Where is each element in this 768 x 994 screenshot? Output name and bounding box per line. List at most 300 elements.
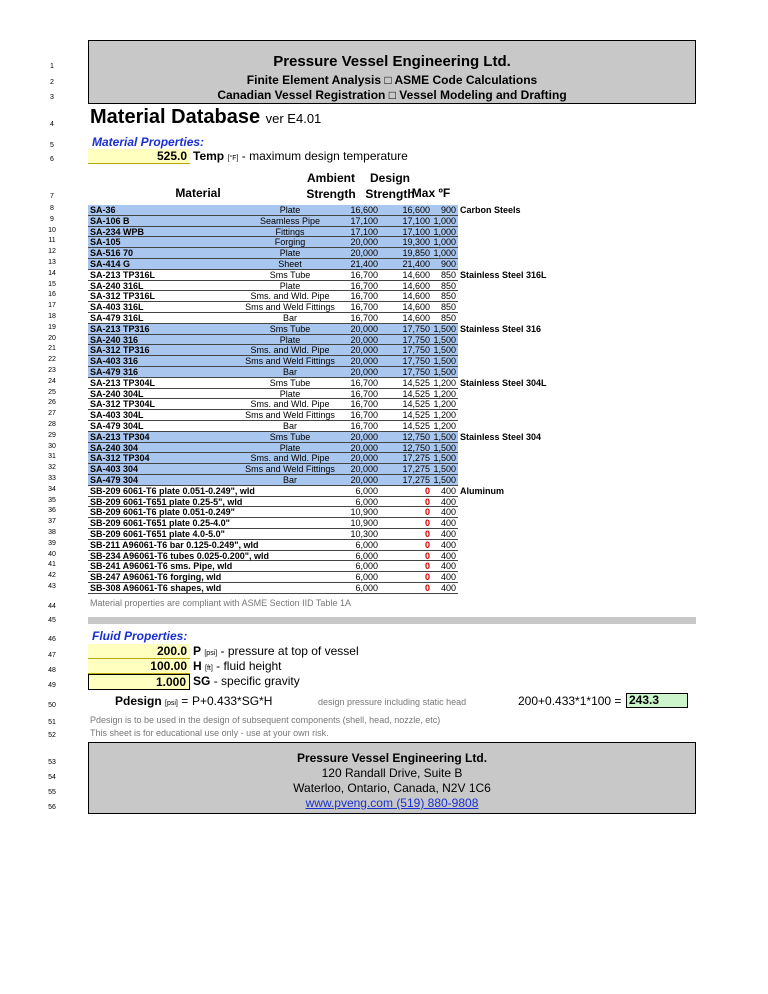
design-strength-cell: 14,600: [402, 291, 430, 302]
ambient-strength-cell: 20,000: [350, 475, 378, 485]
design-strength-cell: 14,600: [402, 302, 430, 313]
group-label: Stainless Steel 304: [460, 431, 542, 442]
design-strength-cell: 17,275: [402, 453, 430, 464]
max-temp-cell: 400: [440, 485, 456, 496]
design-strength-cell: 14,525: [402, 410, 430, 421]
row-number: 47: [48, 652, 56, 659]
material-cell: SA-403 304L: [90, 410, 144, 421]
material-cell: SA-240 316L: [90, 280, 144, 291]
max-temp-cell: 400: [440, 529, 456, 539]
max-temp-cell: 400: [440, 496, 456, 507]
row-number: 49: [48, 682, 56, 689]
ambient-strength-cell: 6,000: [355, 561, 378, 572]
ambient-strength-cell: 6,000: [355, 496, 378, 507]
row-number: 46: [48, 636, 56, 643]
group-label: Stainless Steel 316L: [460, 269, 547, 280]
table-row[interactable]: [88, 410, 458, 421]
max-temp-cell: 1,500: [433, 475, 456, 485]
max-temp-cell: 400: [440, 539, 456, 550]
ambient-strength-cell: 6,000: [355, 572, 378, 583]
ambient-strength-cell: 20,000: [350, 356, 378, 367]
row-number: 52: [48, 732, 56, 739]
row-number: 22: [48, 356, 56, 364]
design-strength-cell: 0: [424, 561, 430, 572]
design-strength-cell: 19,850: [402, 248, 430, 259]
row-number: 5: [50, 142, 54, 149]
material-cell: SA-213 TP316: [90, 323, 150, 334]
table-row[interactable]: [88, 518, 458, 529]
material-properties-heading: Material Properties:: [92, 135, 205, 149]
table-row[interactable]: [88, 529, 458, 540]
table-row[interactable]: [88, 464, 458, 475]
row-number: 33: [48, 475, 56, 482]
footer-contact-link[interactable]: www.pveng.com (519) 880-9808: [305, 796, 479, 810]
design-strength-cell: 14,525: [402, 399, 430, 410]
design-strength-cell: 17,750: [402, 334, 430, 345]
design-strength-cell: 0: [424, 529, 430, 539]
material-cell: SA-36: [90, 205, 116, 215]
design-strength-cell: 17,100: [402, 226, 430, 237]
material-cell: SA-516 70: [90, 248, 134, 259]
material-cell: SA-479 316L: [90, 313, 144, 323]
material-cell: SB-209 6061-T651 plate 0.25-4.0": [90, 518, 230, 529]
ambient-strength-cell: 10,900: [350, 518, 378, 529]
max-temp-cell: 1,500: [433, 356, 456, 367]
row-number: 1: [50, 63, 54, 70]
table-row[interactable]: [88, 453, 458, 464]
table-row[interactable]: [88, 324, 458, 335]
material-cell: SA-479 316: [90, 367, 139, 377]
form-cell: Plate: [279, 442, 301, 453]
row-number: 14: [48, 269, 56, 277]
material-cell: SA-414 G: [90, 259, 131, 269]
max-temp-cell: 1,500: [433, 367, 456, 377]
ambient-strength-cell: 20,000: [350, 345, 378, 356]
material-cell: SA-213 TP304L: [90, 377, 156, 388]
form-cell: Sms. and Wld. Pipe: [250, 453, 330, 464]
table-row[interactable]: [88, 345, 458, 356]
ambient-strength-cell: 16,700: [350, 388, 378, 399]
max-temp-cell: 850: [440, 280, 456, 291]
form-cell: Sms Tube: [269, 269, 311, 280]
material-cell: SA-240 316: [90, 334, 139, 345]
max-temp-cell: 400: [440, 561, 456, 572]
table-row[interactable]: [88, 302, 458, 313]
material-cell: SB-247 A96061-T6 forging, wld: [90, 572, 222, 583]
form-cell: Sms and Weld Fittings: [245, 464, 335, 475]
row-number: 37: [48, 518, 56, 526]
row-number: 35: [48, 496, 56, 504]
sg-label: SG - specific gravity: [193, 674, 300, 688]
row-number: 7: [50, 193, 54, 200]
material-cell: SA-403 304: [90, 464, 139, 475]
max-temp-cell: 1,000: [433, 226, 456, 237]
ambient-strength-cell: 20,000: [350, 367, 378, 377]
ambient-strength-cell: 16,700: [350, 280, 378, 291]
max-temp-cell: 400: [440, 518, 456, 529]
row-number: 19: [48, 323, 56, 331]
max-temp-cell: 1,000: [433, 248, 456, 259]
design-strength-cell: 17,750: [402, 367, 430, 377]
material-cell: SB-234 A96061-T6 tubes 0.025-0.200", wld: [90, 550, 270, 561]
row-number: 41: [48, 561, 56, 569]
row-number: 4: [50, 121, 54, 128]
table-row[interactable]: [88, 270, 458, 281]
col-ambient: Ambient Strength: [306, 171, 356, 201]
form-cell: Sheet: [278, 259, 302, 269]
row-number: 6: [50, 156, 54, 163]
ambient-strength-cell: 16,700: [350, 269, 378, 280]
table-row[interactable]: [88, 367, 458, 378]
table-row[interactable]: [88, 399, 458, 410]
table-row[interactable]: [88, 227, 458, 238]
table-row[interactable]: [88, 389, 458, 400]
ambient-strength-cell: 16,700: [350, 421, 378, 431]
ambient-strength-cell: 6,000: [355, 583, 378, 593]
pressure-label: P [psi] - pressure at top of vessel: [193, 644, 359, 658]
footer-address-2: Waterloo, Ontario, Canada, N2V 1C6: [293, 781, 491, 795]
col-design: Design Strength: [365, 171, 415, 201]
ambient-strength-cell: 16,700: [350, 377, 378, 388]
design-strength-cell: 0: [424, 572, 430, 583]
max-temp-cell: 1,500: [433, 334, 456, 345]
form-cell: Seamless Pipe: [259, 215, 321, 226]
max-temp-cell: 1,500: [433, 453, 456, 464]
page-title: [90, 106, 321, 129]
form-cell: Plate: [279, 280, 301, 291]
row-number: 42: [48, 572, 56, 580]
pdesign-result: 243.3: [626, 693, 688, 708]
row-number: 45: [48, 617, 56, 624]
row-number: 3: [50, 94, 54, 101]
group-label: Stainless Steel 316: [460, 323, 542, 334]
row-number: 36: [48, 507, 56, 515]
row-number: 44: [48, 603, 56, 610]
form-cell: Bar: [282, 421, 297, 431]
design-strength-cell: 0: [424, 507, 430, 518]
ambient-strength-cell: 17,100: [350, 215, 378, 226]
table-note: Material properties are compliant with ASME Section IID Table 1A: [90, 598, 351, 608]
table-row[interactable]: [88, 507, 458, 518]
material-cell: SA-312 TP316L: [90, 291, 156, 302]
row-number: 39: [48, 539, 56, 547]
max-temp-cell: 850: [440, 269, 456, 280]
services-line-2: Canadian Vessel Registration □ Vessel Modeling and Drafting: [217, 88, 567, 102]
table-row[interactable]: [88, 486, 458, 497]
form-cell: Sms Tube: [269, 323, 311, 334]
material-cell: SB-209 6061-T651 plate 4.0-5.0": [90, 529, 225, 539]
table-row[interactable]: [88, 572, 458, 583]
max-temp-cell: 400: [440, 572, 456, 583]
row-number: 30: [48, 442, 56, 450]
row-number: 8: [50, 205, 54, 212]
table-row[interactable]: [88, 356, 458, 367]
footer-address-1: 120 Randall Drive, Suite B: [321, 766, 463, 780]
design-strength-cell: 14,600: [402, 313, 430, 323]
group-label: Aluminum: [460, 485, 504, 496]
row-number: 27: [48, 410, 56, 418]
design-strength-cell: 0: [424, 583, 430, 593]
ambient-strength-cell: 20,000: [350, 237, 378, 248]
height-input[interactable]: 100.00: [88, 659, 190, 674]
max-temp-cell: 1,000: [433, 215, 456, 226]
row-number: 25: [48, 388, 56, 396]
ambient-strength-cell: 20,000: [350, 334, 378, 345]
row-number: 2: [50, 79, 54, 86]
design-strength-cell: 0: [424, 539, 430, 550]
design-strength-cell: 17,275: [402, 475, 430, 485]
design-strength-cell: 14,525: [402, 377, 430, 388]
table-row[interactable]: [88, 432, 458, 443]
row-number: 43: [48, 583, 56, 590]
material-cell: SA-106 B: [90, 215, 130, 226]
form-cell: Sms Tube: [269, 431, 311, 442]
design-strength-cell: 0: [424, 518, 430, 529]
form-cell: Fittings: [275, 226, 305, 237]
row-number: 15: [48, 280, 56, 288]
design-strength-cell: 14,525: [402, 388, 430, 399]
pdesign-usage-note: Pdesign is to be used in the design of subsequent components (shell, head, nozzle, etc): [90, 715, 441, 725]
max-temp-cell: 1,500: [433, 431, 456, 442]
ambient-strength-cell: 20,000: [350, 442, 378, 453]
row-number: 21: [48, 345, 56, 353]
form-cell: Sms and Weld Fittings: [245, 302, 335, 313]
row-number: 40: [48, 550, 56, 558]
ambient-strength-cell: 16,700: [350, 302, 378, 313]
table-row[interactable]: [88, 583, 458, 594]
ambient-strength-cell: 17,100: [350, 226, 378, 237]
material-cell: SA-403 316L: [90, 302, 144, 313]
row-number: 20: [48, 334, 56, 342]
row-number: 55: [48, 789, 56, 796]
ambient-strength-cell: 16,600: [350, 205, 378, 215]
ambient-strength-cell: 6,000: [355, 550, 378, 561]
pdesign-label: Pdesign [psi] =: [115, 694, 189, 708]
ambient-strength-cell: 20,000: [350, 464, 378, 475]
material-cell: SA-479 304L: [90, 421, 144, 431]
temp-input[interactable]: 525.0: [88, 149, 190, 164]
ambient-strength-cell: 16,700: [350, 291, 378, 302]
table-row[interactable]: [88, 475, 458, 486]
design-strength-cell: 0: [424, 485, 430, 496]
max-temp-cell: 850: [440, 291, 456, 302]
ambient-strength-cell: 16,700: [350, 410, 378, 421]
material-cell: SA-312 TP316: [90, 345, 150, 356]
row-number: 50: [48, 702, 56, 709]
design-strength-cell: 16,600: [402, 205, 430, 215]
table-row[interactable]: [88, 313, 458, 324]
ambient-strength-cell: 6,000: [355, 485, 378, 496]
row-number: 51: [48, 719, 56, 726]
table-row[interactable]: [88, 237, 458, 248]
design-strength-cell: 14,600: [402, 269, 430, 280]
row-number: 53: [48, 759, 56, 766]
row-number: 13: [48, 259, 56, 266]
row-number: 23: [48, 367, 56, 374]
form-cell: Plate: [279, 388, 301, 399]
max-temp-cell: 1,500: [433, 345, 456, 356]
table-row[interactable]: [88, 540, 458, 551]
material-cell: SB-308 A96061-T6 shapes, wld: [90, 583, 222, 593]
ambient-strength-cell: 10,900: [350, 507, 378, 518]
max-temp-cell: 1,000: [433, 237, 456, 248]
table-row[interactable]: [88, 281, 458, 292]
material-cell: SA-403 316: [90, 356, 139, 367]
company-footer: [88, 742, 696, 814]
design-strength-cell: 14,525: [402, 421, 430, 431]
material-cell: SA-479 304: [90, 475, 139, 485]
table-row[interactable]: [88, 291, 458, 302]
form-cell: Plate: [279, 205, 301, 215]
row-number: 29: [48, 431, 56, 439]
height-label: H [ft] - fluid height: [193, 659, 282, 673]
design-strength-cell: 21,400: [402, 259, 430, 269]
max-temp-cell: 400: [440, 507, 456, 518]
material-cell: SA-234 WPB: [90, 226, 145, 237]
max-temp-cell: 1,200: [433, 399, 456, 410]
row-number: 18: [48, 313, 56, 320]
design-strength-cell: 17,750: [402, 356, 430, 367]
col-max: Max ºF: [411, 186, 451, 200]
company-name: Pressure Vessel Engineering Ltd.: [273, 53, 511, 70]
material-cell: SA-213 TP304: [90, 431, 150, 442]
max-temp-cell: 1,200: [433, 410, 456, 421]
row-number: 12: [48, 248, 56, 256]
design-strength-cell: 19,300: [402, 237, 430, 248]
max-temp-cell: 400: [440, 583, 456, 593]
table-row[interactable]: [88, 561, 458, 572]
table-row[interactable]: [88, 421, 458, 432]
max-temp-cell: 850: [440, 313, 456, 323]
row-number: 54: [48, 774, 56, 781]
max-temp-cell: 900: [440, 205, 456, 215]
material-cell: SB-209 6061-T6 plate 0.051-0.249", wld: [90, 485, 255, 496]
row-number: 10: [48, 226, 56, 234]
material-cell: SA-312 TP304: [90, 453, 150, 464]
form-cell: Sms. and Wld. Pipe: [250, 345, 330, 356]
material-cell: SB-241 A96061-T6 sms. Pipe, wld: [90, 561, 233, 572]
design-strength-cell: 17,100: [402, 215, 430, 226]
table-row[interactable]: [88, 259, 458, 270]
max-temp-cell: 900: [440, 259, 456, 269]
pdesign-note: design pressure including static head: [318, 697, 467, 707]
form-cell: Bar: [282, 367, 297, 377]
form-cell: Sms and Weld Fittings: [245, 356, 335, 367]
table-row[interactable]: [88, 335, 458, 346]
ambient-strength-cell: 6,000: [355, 539, 378, 550]
max-temp-cell: 1,500: [433, 442, 456, 453]
row-number: 48: [48, 667, 56, 674]
max-temp-cell: 850: [440, 302, 456, 313]
table-row[interactable]: [88, 551, 458, 562]
ambient-strength-cell: 16,700: [350, 399, 378, 410]
design-strength-cell: 12,750: [402, 442, 430, 453]
section-divider: [88, 617, 696, 624]
services-line-1: Finite Element Analysis □ ASME Code Calculations: [246, 73, 538, 87]
row-number: 34: [48, 485, 56, 493]
pdesign-calc: 200+0.433*1*100 =: [518, 694, 622, 708]
max-temp-cell: 1,200: [433, 388, 456, 399]
row-number: 16: [48, 291, 56, 299]
fluid-properties-heading: Fluid Properties:: [92, 629, 188, 643]
form-cell: Bar: [282, 313, 297, 323]
design-strength-cell: 0: [424, 496, 430, 507]
form-cell: Sms. and Wld. Pipe: [250, 291, 330, 302]
table-row[interactable]: [88, 248, 458, 259]
col-material: Material: [175, 186, 221, 200]
max-temp-cell: 1,500: [433, 323, 456, 334]
table-row[interactable]: [88, 205, 458, 216]
ambient-strength-cell: 16,700: [350, 313, 378, 323]
row-number: 56: [48, 804, 56, 811]
form-cell: Sms. and Wld. Pipe: [250, 399, 330, 410]
row-number: 9: [50, 215, 54, 223]
ambient-strength-cell: 21,400: [350, 259, 378, 269]
ambient-strength-cell: 20,000: [350, 453, 378, 464]
material-cell: SA-240 304: [90, 442, 139, 453]
ambient-strength-cell: 10,300: [350, 529, 378, 539]
design-strength-cell: 17,275: [402, 464, 430, 475]
form-cell: Bar: [282, 475, 297, 485]
design-strength-cell: 12,750: [402, 431, 430, 442]
table-row[interactable]: [88, 378, 458, 389]
row-number: 11: [48, 237, 56, 245]
footer-company: Pressure Vessel Engineering Ltd.: [296, 751, 488, 765]
row-number: 26: [48, 399, 56, 407]
design-strength-cell: 17,750: [402, 323, 430, 334]
max-temp-cell: 1,500: [433, 464, 456, 475]
company-header: [88, 40, 696, 104]
ambient-strength-cell: 20,000: [350, 323, 378, 334]
row-number: 28: [48, 421, 56, 428]
form-cell: Forging: [274, 237, 306, 248]
group-label: Stainless Steel 304L: [460, 377, 547, 388]
table-row[interactable]: [88, 497, 458, 508]
row-number: 38: [48, 529, 56, 536]
temp-label: Temp [°F] - maximum design temperature: [193, 149, 408, 163]
ambient-strength-cell: 20,000: [350, 248, 378, 259]
row-number: 32: [48, 464, 56, 472]
ambient-strength-cell: 20,000: [350, 431, 378, 442]
row-number: 17: [48, 302, 56, 310]
disclaimer-note: This sheet is for educational use only - use at your own risk.: [90, 728, 329, 738]
form-cell: Plate: [279, 334, 301, 345]
material-cell: SA-312 TP304L: [90, 399, 156, 410]
design-strength-cell: 0: [424, 550, 430, 561]
design-strength-cell: 17,750: [402, 345, 430, 356]
pdesign-formula: P+0.433*SG*H: [192, 694, 273, 708]
table-row[interactable]: [88, 216, 458, 227]
material-cell: SB-209 6061-T6 plate 0.051-0.249": [90, 507, 235, 518]
max-temp-cell: 1,200: [433, 421, 456, 431]
title-main: Material Database: [90, 106, 261, 128]
form-cell: Sms and Weld Fittings: [245, 410, 335, 421]
material-cell: SA-213 TP316L: [90, 269, 156, 280]
max-temp-cell: 400: [440, 550, 456, 561]
material-cell: SA-240 304L: [90, 388, 144, 399]
material-cell: SB-211 A96061-T6 bar 0.125-0.249", wld: [90, 539, 259, 550]
material-cell: SB-209 6061-T651 plate 0.25-5", wld: [90, 496, 243, 507]
pressure-input[interactable]: 200.0: [88, 644, 190, 659]
table-row[interactable]: [88, 443, 458, 454]
row-number: 31: [48, 453, 56, 461]
row-number: 24: [48, 377, 56, 385]
sg-input[interactable]: 1.000: [88, 674, 190, 690]
form-cell: Plate: [279, 248, 301, 259]
max-temp-cell: 1,200: [433, 377, 456, 388]
material-cell: SA-105: [90, 237, 121, 248]
form-cell: Sms Tube: [269, 377, 311, 388]
